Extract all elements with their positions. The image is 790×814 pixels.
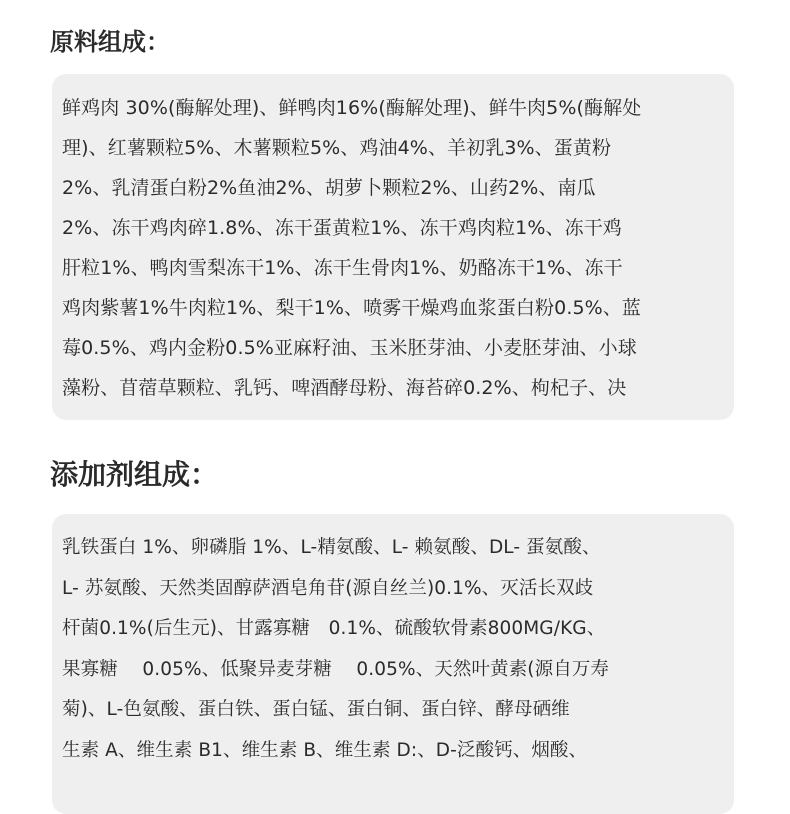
raw-materials-line: 鸡肉紫薯1%牛肉粒1%、梨干1%、喷雾干燥鸡血浆蛋白粉0.5%、蓝 [62, 297, 641, 319]
additives-line: 果寡糖 0.05%、低聚异麦芽糖 0.05%、天然叶黄素(源自万寿 [62, 658, 610, 680]
raw-materials-line: 理)、红薯颗粒5%、木薯颗粒5%、鸡油4%、羊初乳3%、蛋黄粉 [62, 137, 612, 159]
additives-title: 添加剂组成： [50, 458, 219, 491]
additives-line: L- 苏氨酸、天然类固醇萨酒皂角苷(源自丝兰)0.1%、灭活长双歧 [62, 577, 594, 599]
raw-materials-line: 藻粉、苜蓿草颗粒、乳钙、啤酒酵母粉、海苔碎0.2%、枸杞子、决 [62, 377, 627, 399]
raw-materials-line: 肝粒1%、鸭肉雪梨冻干1%、冻干生骨肉1%、奶酪冻干1%、冻干 [62, 257, 623, 279]
raw-materials-line: 鲜鸡肉 30%(酶解处理)、鲜鸭肉16%(酶解处理)、鲜牛肉5%(酶解处 [62, 97, 642, 119]
additives-panel [52, 514, 734, 814]
raw-materials-line: 2%、乳清蛋白粉2%鱼油2%、胡萝卜颗粒2%、山药2%、南瓜 [62, 177, 596, 199]
raw-materials-line: 莓0.5%、鸡内金粉0.5%亚麻籽油、玉米胚芽油、小麦胚芽油、小球 [62, 337, 637, 359]
additives-line: 杆菌0.1%(后生元)、甘露寡糖 0.1%、硫酸软骨素800MG/KG、 [62, 618, 606, 639]
raw-materials-panel [52, 74, 734, 420]
additives-line: 生素 A、维生素 B1、维生素 B、维生素 D:、D-泛酸钙、烟酸、 [62, 739, 588, 761]
raw-materials-line: 2%、冻干鸡肉碎1.8%、冻干蛋黄粒1%、冻干鸡肉粒1%、冻干鸡 [62, 217, 622, 239]
additives-line: 菊)、L-色氨酸、蛋白铁、蛋白锰、蛋白铜、蛋白锌、酵母硒维 [62, 699, 570, 720]
additives-line: 乳铁蛋白 1%、卵磷脂 1%、L-精氨酸、L- 赖氨酸、DL- 蛋氨酸、 [62, 537, 601, 558]
raw-materials-title: 原料组成： [50, 28, 170, 56]
